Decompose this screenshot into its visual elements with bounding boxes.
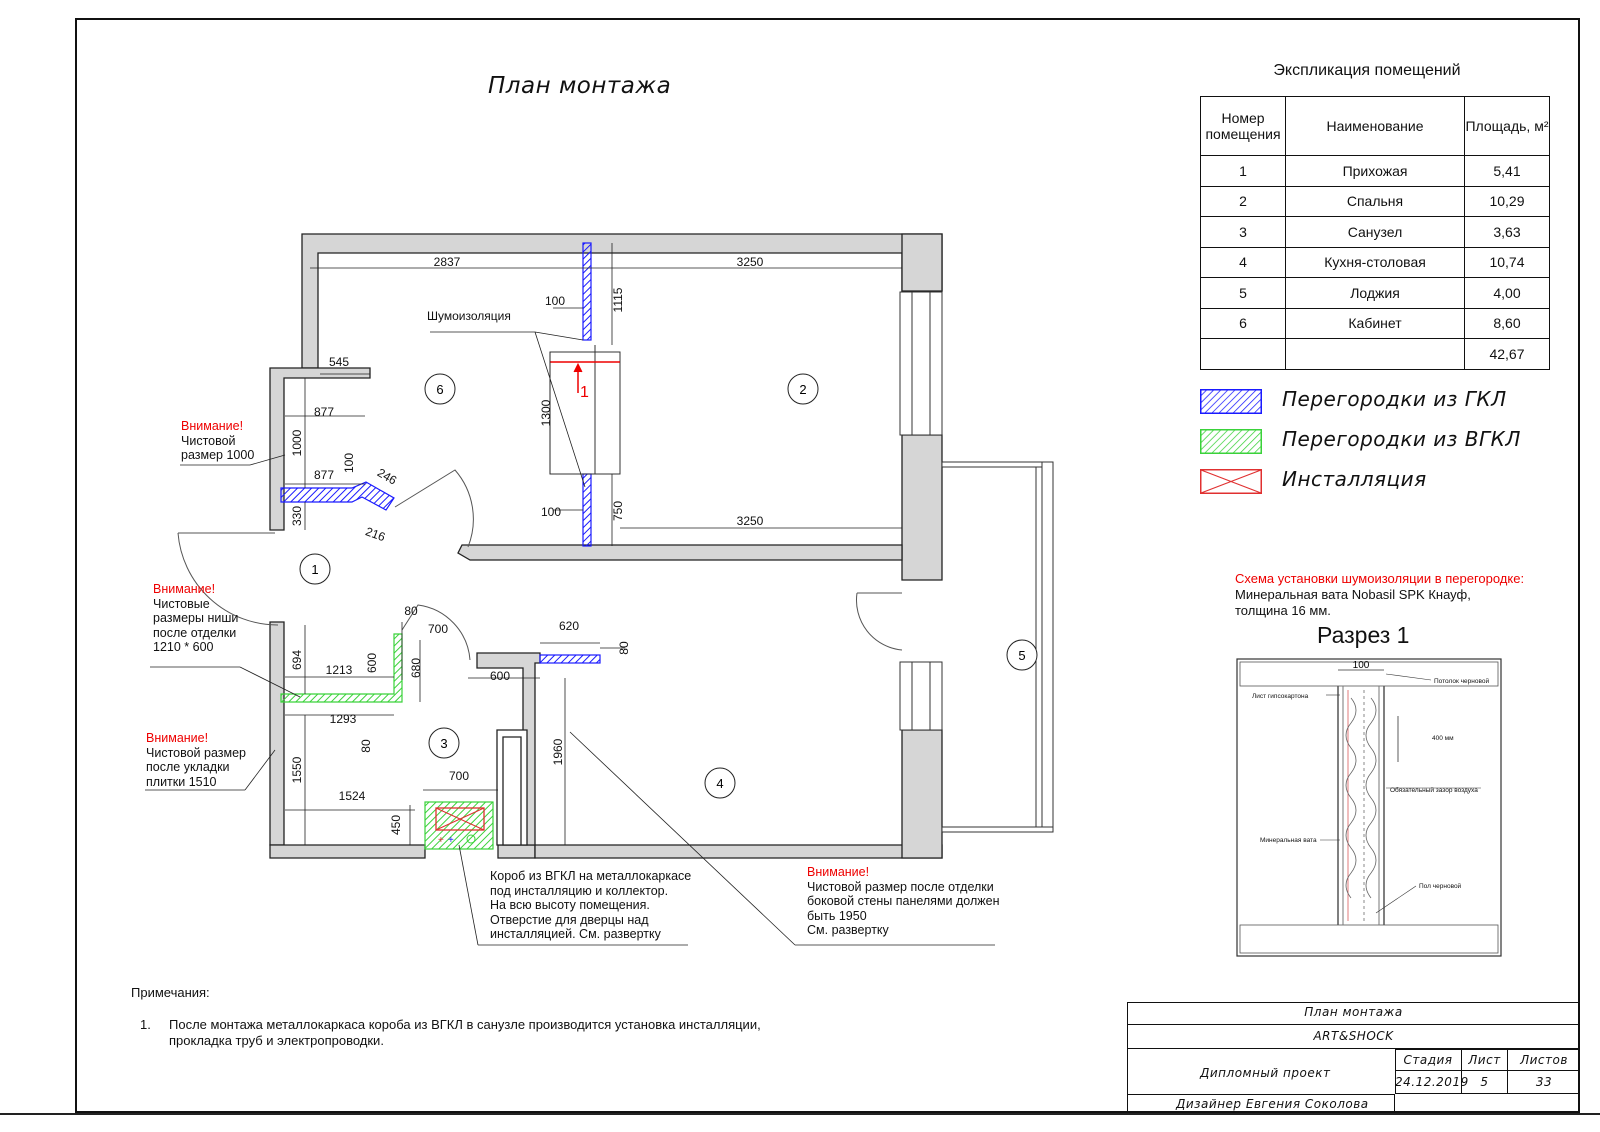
cell-name: Кухня-столовая <box>1286 247 1465 278</box>
walls <box>270 234 942 858</box>
box-note: Короб из ВГКЛ на металлокаркасе под инсталляцию и коллектор. На всю высоту помещения. Отверстие для дверцы над инсталляцией. См. развертку <box>490 869 692 941</box>
dim-label: 1293 <box>329 712 357 726</box>
dim-label: 877 <box>313 405 335 419</box>
dim-label: 330 <box>290 505 304 527</box>
dim-label: 1550 <box>290 756 304 784</box>
legend-label: Инсталляция <box>1282 467 1427 491</box>
cell-number: 5 <box>1201 278 1286 309</box>
header-room-number: Номер помещения <box>1201 97 1286 156</box>
dim-label: 600 <box>489 669 511 683</box>
dim-label: 700 <box>427 622 449 636</box>
section-label: 400 мм <box>1432 735 1454 742</box>
section-mark: 1 <box>580 384 589 401</box>
cell-number: 1 <box>1201 156 1286 187</box>
dim-label: 1000 <box>290 429 304 457</box>
cell-area: 5,41 <box>1465 156 1550 187</box>
dim-label: 80 <box>359 739 373 753</box>
dim-label: 1115 <box>611 287 625 313</box>
cell-name: Кабинет <box>1286 308 1465 339</box>
dim-label: 80 <box>617 641 631 655</box>
dim-label: 2837 <box>433 255 461 269</box>
title-block-stage-label: Стадия <box>1403 1053 1453 1067</box>
cell-area: 3,63 <box>1465 217 1550 248</box>
legend-label: Перегородки из ВГКЛ <box>1282 427 1521 451</box>
section-label: Минеральная вата <box>1260 837 1317 844</box>
cell-area: 10,29 <box>1465 186 1550 217</box>
dim-label: 1960 <box>551 738 565 766</box>
dim-label: 680 <box>409 657 423 679</box>
section-label: Обязательный зазор воздуха <box>1390 787 1478 794</box>
section-drawing <box>1236 658 1502 958</box>
dim-label: 450 <box>389 814 403 836</box>
cell-area: 10,74 <box>1465 247 1550 278</box>
title-block-sheets: 33 <box>1535 1075 1553 1089</box>
section-dim: 100 <box>1352 660 1370 671</box>
dim-label: 750 <box>611 500 625 522</box>
warning-note: Внимание! Чистовой размер после укладки плитки 1510 <box>146 731 246 789</box>
section-label: Лист гипсокартона <box>1252 693 1309 700</box>
dim-label: 600 <box>365 652 379 674</box>
svg-text:+: + <box>438 835 444 846</box>
cell-number: 6 <box>1201 308 1286 339</box>
dim-label: 3250 <box>736 514 764 528</box>
noise-schema-note: Схема установки шумоизоляции в перегородке: Минеральная вата Nobasil SPK Кнауф, толщина 16 мм. <box>1235 571 1525 618</box>
room-number: 1 <box>311 562 319 577</box>
title-block-date: 24.12.2019 <box>1395 1075 1469 1089</box>
dim-label: 216 <box>363 524 388 545</box>
title-block-project: Дипломный проект <box>1200 1066 1331 1080</box>
cell-name: Спальня <box>1286 186 1465 217</box>
warning-note: Внимание! Чистовой размер после отделки боковой стены панелями должен быть 1950 См. развертку <box>807 865 1000 937</box>
cell-name: Лоджия <box>1286 278 1465 309</box>
section-label: Потолок черновой <box>1434 678 1490 685</box>
opening <box>550 345 620 474</box>
room-number: 6 <box>436 382 444 397</box>
svg-text:+: + <box>448 835 454 846</box>
dim-label: 100 <box>544 294 566 308</box>
dim-label: 620 <box>558 619 580 633</box>
header-room-area: Площадь, м² <box>1465 97 1550 156</box>
dim-label: 100 <box>342 452 356 474</box>
header-room-name: Наименование <box>1286 97 1465 156</box>
room-number: 4 <box>716 776 724 791</box>
section-label: Пол черновой <box>1419 883 1462 890</box>
dim-label: 3250 <box>736 255 764 269</box>
room-number: 2 <box>799 382 807 397</box>
cell-area: 4,00 <box>1465 278 1550 309</box>
dim-label: 700 <box>448 769 470 783</box>
dim-label: 1524 <box>338 789 366 803</box>
dim-label: 694 <box>290 649 304 671</box>
cell-name: Прихожая <box>1286 156 1465 187</box>
room-number: 5 <box>1018 648 1026 663</box>
dim-label: 1300 <box>539 399 553 427</box>
cell-area: 8,60 <box>1465 308 1550 339</box>
title-block-designer: Дизайнер Евгения Соколова <box>1176 1097 1369 1111</box>
total-area: 42,67 <box>1465 339 1550 370</box>
section-title: Разрез 1 <box>1317 622 1410 648</box>
title-block-sheets-label: Листов <box>1520 1053 1568 1067</box>
warning-note: Внимание! Чистовой размер 1000 <box>181 419 255 462</box>
room-number: 3 <box>440 736 448 751</box>
dim-label: 877 <box>313 468 335 482</box>
title-block-sheet-label: Лист <box>1468 1053 1501 1067</box>
cell-name: Санузел <box>1286 217 1465 248</box>
noise-label: Шумоизоляция <box>427 309 511 323</box>
plan-title: План монтажа <box>488 73 672 99</box>
legend-label: Перегородки из ГКЛ <box>1282 387 1507 411</box>
dim-label: 1213 <box>325 663 353 677</box>
cell-number: 3 <box>1201 217 1286 248</box>
dim-label: 545 <box>328 355 350 369</box>
dim-label: 100 <box>540 505 562 519</box>
title-block-sheet: 5 <box>1480 1075 1489 1089</box>
dim-label: 246 <box>374 465 400 488</box>
cell-number: 4 <box>1201 247 1286 278</box>
warning-note: Внимание! Чистовые размеры ниши после отделки 1210 * 600 <box>153 582 239 654</box>
explication-title: Экспликация помещений <box>1273 62 1461 79</box>
vgkl-partitions <box>281 634 493 849</box>
title-block-company: ART&SHOCK <box>1313 1029 1394 1043</box>
dim-label: 80 <box>404 604 418 618</box>
notes-heading: Примечания: <box>131 985 210 1000</box>
cell-number: 2 <box>1201 186 1286 217</box>
title-block-drawing: План монтажа <box>1304 1005 1403 1019</box>
